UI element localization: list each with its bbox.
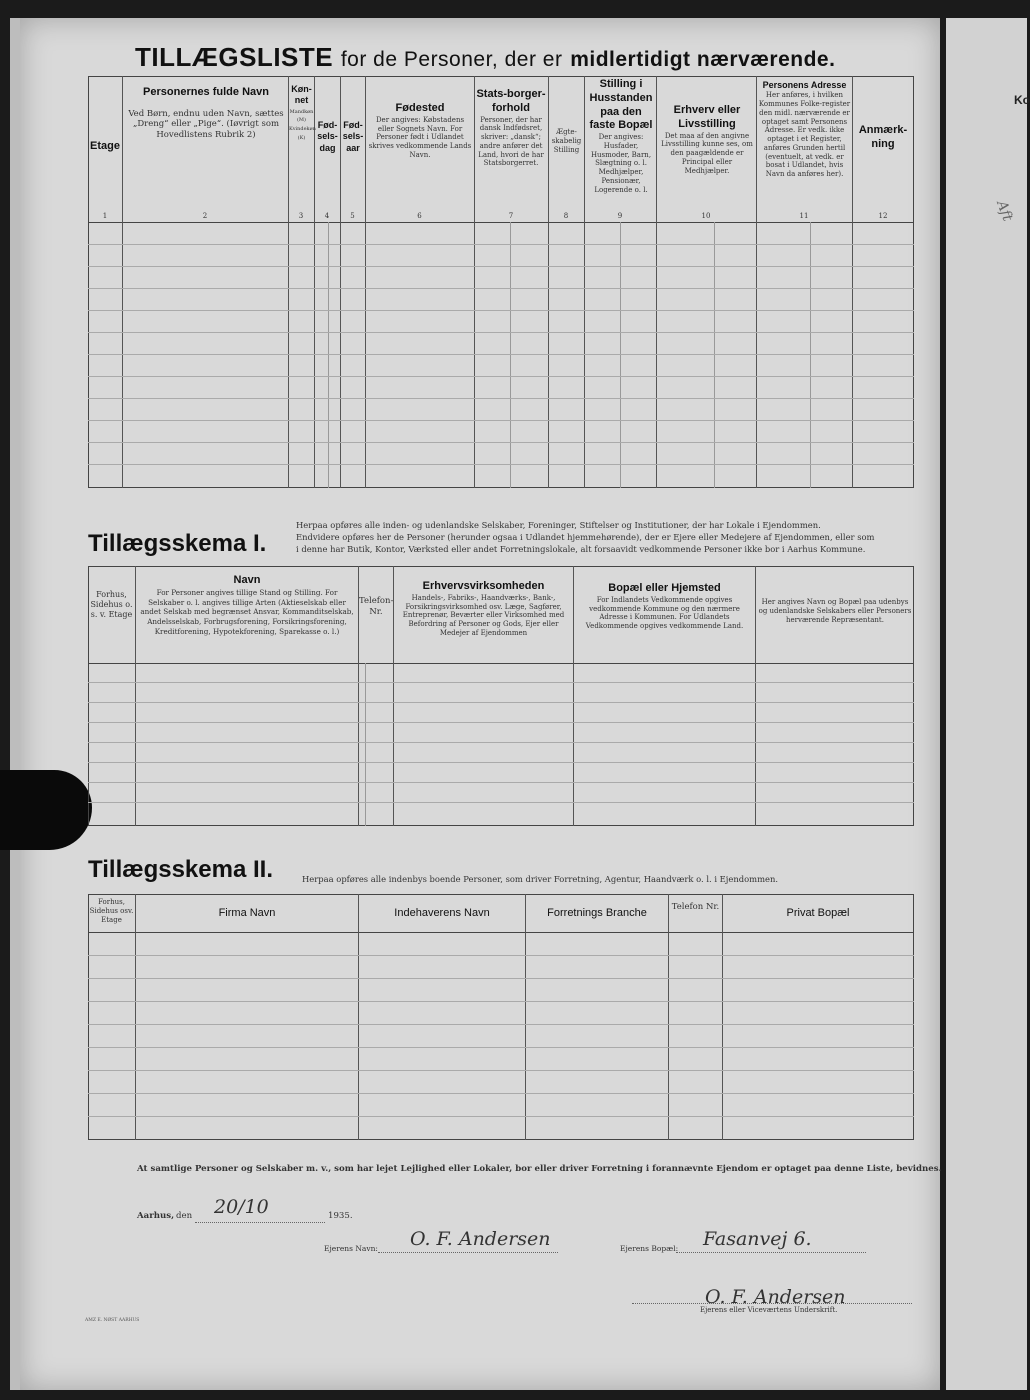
col-number: 10: [701, 212, 711, 220]
schema2-header-divider: [88, 932, 914, 933]
col-address-header: Personens Adresse Her anføres, i hvilken Kommunes Folke-register den midl. nærværende er optaget samt Personens Adresse. Er vedk. ikke optaget i et Register, anføres Grunden hertil (eventuelt, at vedk. er bosat i Udlandet, hvis Navn da anføres her).: [758, 80, 851, 178]
signature-line: [632, 1303, 912, 1304]
place-label: Aarhus,: [137, 1211, 175, 1221]
owner-address-handwritten: Fasanvej 6.: [703, 1228, 812, 1250]
col-marital-header: Ægte-skabelig Stilling: [551, 128, 582, 154]
col-remarks-header: Anmærk-ning: [858, 124, 908, 150]
s2-col-owner-header: Indehaverens Navn: [394, 907, 490, 919]
s1-col-business-header: Erhvervsvirksomheden Handels-, Fabriks-, Haandværks-, Bank-, Forsikringsvirksomhed osv. Læge, Sagfører, Entreprenør, Beværter eller Virksomhed med Befordring af Personer og Gods, Ejer eller Medejer af Ejendommen: [402, 580, 565, 637]
col-number: 5: [350, 212, 355, 220]
col-etage-header: Etage: [90, 140, 120, 152]
title-main: TILLÆGSLISTE: [135, 42, 334, 72]
thumb-holding-page: [0, 770, 92, 850]
schema1-intro-line-1: Herpaa opføres alle inden- og udenlandske Selskaber, Foreninger, Stiftelser og Institutioner, der har Lokale i Ejendommen.: [296, 520, 821, 530]
signature-handwritten: O. F. Andersen: [705, 1286, 846, 1308]
schema2-table: [88, 894, 914, 1140]
schema1-intro-line-2: Endvidere opføres her de Personer (herunder ogsaa i Udlandet hjemmehørende), der er Ejere eller Medejere af Ejendommen, eller som: [296, 531, 875, 542]
s1-col-phone-header: Telefon-Nr.: [359, 596, 394, 617]
col-name-header: Personernes fulde Navn Ved Børn, endnu uden Navn, sættes „Dreng“ eller „Pige“. (Iøvrigt som Hovedlistens Rubrik 2): [128, 86, 284, 140]
owner-name-handwritten: O. F. Andersen: [410, 1228, 551, 1250]
date-line: [195, 1222, 325, 1223]
col-birthyear-header: Fød-sels-aar: [342, 120, 364, 153]
owner-address-label: Ejerens Bopæl:: [620, 1244, 679, 1253]
s2-col-firm-header: Firma Navn: [218, 907, 276, 919]
page-title: [135, 42, 835, 73]
col-number: 2: [202, 212, 208, 220]
year-label: 1935.: [328, 1211, 353, 1221]
handwritten-date: 20/10: [214, 1196, 269, 1218]
s2-col-address-header: Privat Bopæl: [786, 907, 850, 919]
title-rest: for de Personer, der er: [340, 48, 563, 71]
s2-col-branch-header: Forretnings Branche: [547, 907, 647, 919]
s1-col-residence-header: Bopæl eller Hjemsted For Indlandets Vedkommende opgives vedkommende Kommune og den nærmere Adresse i Kommunen. For Udlandets Vedkommende opgives vedkommende Land.: [585, 582, 744, 630]
s2-col-phone-header: Telefon Nr.: [671, 902, 720, 912]
den-label: den: [176, 1211, 193, 1221]
col-birthplace-header: Fødested Der angives: Købstadens eller Sognets Navn. For Personer født i Udlandet skrives vedkommende Lands Navn.: [368, 102, 472, 159]
facing-page-text: Ko: [1014, 93, 1030, 107]
col-citizenship-header: Stats-borger-forhold Personer, der har dansk Indfødsret, skriver: „dansk“; andre anfører det Land, hvori de har Statsborgerret.: [476, 88, 546, 168]
owner-name-label: Ejerens Navn:: [324, 1244, 378, 1253]
facing-page: [946, 18, 1030, 1390]
title-bold-end: midlertidigt nærværende.: [570, 48, 836, 71]
attestation-statement: At samtlige Personer og Selskaber m. v., som har lejet Lejlighed eller Lokaler, bor eller driver Forretning i forannævnte Ejendom er optaget paa denne Liste, bevidnes.: [137, 1164, 942, 1174]
schema1-title: Tillægsskema I.: [88, 530, 267, 557]
s1-col-representative-header: Her angives Navn og Bopæl paa udenbys og udenlandske Selskabers eller Personers herværende Repræsentant.: [758, 598, 912, 624]
col-birthday-header: Fød-sels-dag: [317, 120, 338, 153]
col-number: 9: [617, 212, 623, 220]
schema1-intro: [296, 520, 916, 555]
col-household-header: Stilling i Husstanden paa den faste Bopæl Der angives: Husfader, Husmoder, Barn, Slægtning o. l. Medhjælper, Pensionær, Logerende o. l.: [589, 78, 653, 194]
col-number: 4: [324, 212, 330, 220]
col-occupation-header: Erhverv eller Livsstilling Det maa af den angivne Livsstilling kunne ses, om den paagældende er Principal eller Medhjælper.: [661, 104, 753, 175]
col-sex-header: Køn-net Mandkøn (M) Kvindekøn (K): [289, 84, 316, 141]
s1-col-etage-header: Forhus, Sidehus o. s. v. Etage: [90, 590, 133, 619]
col-number: 8: [563, 212, 569, 220]
col-number: 12: [878, 212, 888, 220]
signature-label: Ejerens eller Viceværtens Underskrift.: [700, 1306, 838, 1314]
col-number: 1: [102, 212, 108, 220]
main-header-divider: [88, 222, 914, 223]
owner-address-line: [676, 1252, 866, 1253]
col-number: 6: [417, 212, 422, 220]
schema2-title: Tillægsskema II.: [88, 856, 273, 883]
owner-name-line: [378, 1252, 558, 1253]
schema1-header-divider: [88, 663, 914, 664]
col-number: 3: [298, 212, 304, 220]
printer-mark: AMZ E. NØST AARHUS: [85, 1318, 140, 1323]
s1-col-name-header: Navn For Personer angives tillige Stand og Stilling. For Selskaber o. l. angives tillige Arten (Aktieselskab eller andet Selskab med begrænset Ansvar, Kommanditselskab, Andelsselskab, Forbrugsforening, Forsikringsforening, Kreditforening, Hypotekforening, Sparekasse o. l.): [140, 574, 354, 636]
schema1-intro-line-3: i denne har Butik, Kontor, Værksted eller andet Forretningslokale, alt forsaavidt vedkommende Personer ikke bor i Aarhus Kommune.: [296, 543, 866, 554]
col-number: 7: [508, 212, 514, 220]
s2-col-etage-header: Forhus, Sidehus osv. Etage: [89, 898, 134, 924]
facing-page-handwriting: Aft: [993, 198, 1016, 224]
schema2-intro: Herpaa opføres alle indenbys boende Personer, som driver Forretning, Agentur, Haandværk o. l. i Ejendommen.: [302, 874, 779, 884]
col-number: 11: [799, 212, 809, 220]
